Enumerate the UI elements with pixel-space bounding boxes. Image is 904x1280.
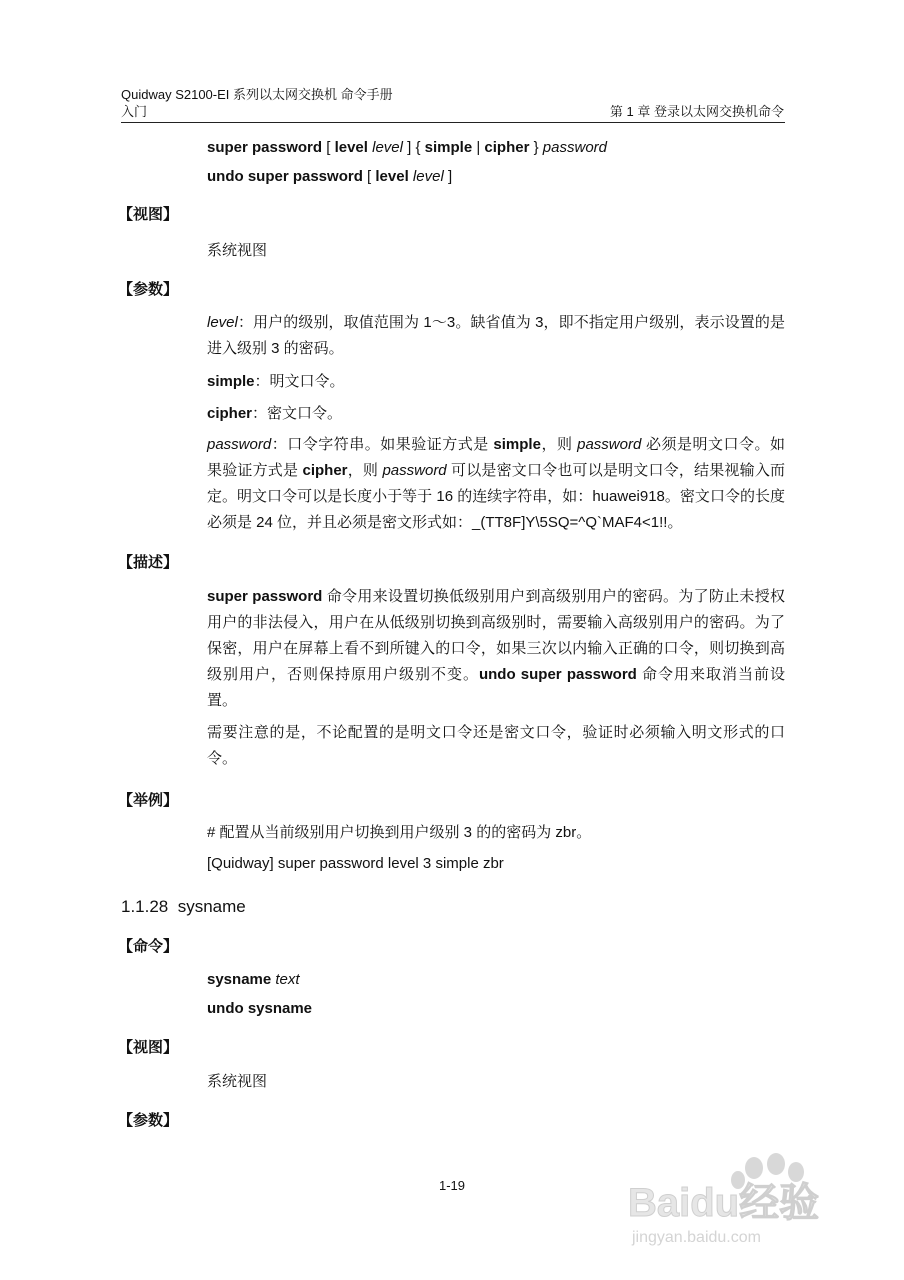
example-comment: # 配置从当前级别用户切换到用户级别 3 的的密码为 zbr。 (207, 824, 592, 841)
section-command-heading: 【命令】 (118, 938, 179, 955)
section-view-heading: 【视图】 (118, 206, 179, 223)
section-params-heading: 【参数】 (118, 281, 179, 298)
example-cli: [Quidway] super password level 3 simple zbr (207, 855, 504, 872)
view-text: 系统视图 (207, 242, 268, 259)
param-cipher: cipher：密文口令。 (207, 405, 343, 422)
section-example-heading: 【举例】 (118, 792, 179, 809)
param-simple: simple：明文口令。 (207, 373, 345, 390)
header-rule (121, 122, 785, 123)
section-params-heading-2: 【参数】 (118, 1112, 179, 1129)
section-desc-heading: 【描述】 (118, 554, 179, 571)
command-syntax-undo-sysname: undo sysname (207, 1000, 313, 1017)
description-note: 需要注意的是，不论配置的是明文口令还是密文口令，验证时必须输入明文形式的口令。 (207, 724, 785, 767)
running-header (121, 86, 393, 120)
section-view-heading-2: 【视图】 (118, 1039, 179, 1056)
watermark-brand: Baidu经验 (628, 1181, 820, 1225)
command-syntax-undo-super: undo super password [ level level ] (207, 168, 453, 185)
header-chapter: 第 1 章 登录以太网交换机命令 (609, 104, 784, 119)
header-subtitle: 入门 (121, 104, 148, 119)
command-syntax-super: super password [ level level ] { simple | cipher } password (207, 139, 607, 156)
page-number: 1-19 (438, 1178, 466, 1193)
watermark-url: jingyan.baidu.com (632, 1229, 761, 1246)
section-heading-sysname: 1.1.28 sysname (121, 897, 246, 916)
header-title: Quidway S2100-EI 系列以太网交换机 命令手册 (121, 87, 393, 102)
command-syntax-sysname: sysname text (207, 971, 300, 988)
param-password: password：口令字符串。如果验证方式是 simple，则 password 必须是明文口令。如果验证方式是 cipher，则 password 可以是密文口令也可以是明文口令，结果视输入而定。明文口令可以是长度小于等于 16 的连续字符串，如：huawei918。密文口令的长度必须是 24 位，并且必须是密文形式如：_(TT8F]Y\5SQ=^Q`MAF4<1!!。 (207, 436, 786, 531)
param-level: level：用户的级别，取值范围为 1～3。缺省值为 3，即不指定用户级别，表示设置的是进入级别 3 的密码。 (207, 314, 785, 357)
view-text-2: 系统视图 (207, 1073, 268, 1090)
description-paragraph: super password 命令用来设置切换低级别用户到高级别用户的密码。为了防止未授权用户的非法侵入，用户在从低级别切换到高级别时，需要输入高级别用户的密码。为了保密，用户在屏幕上看不到所键入的口令，如果三次以内输入正确的口令，则切换到高级别用户，否则保持原用户级别不变。undo super password 命令用来取消当前设置。 (207, 588, 785, 709)
baidu-watermark-logo (626, 1150, 856, 1250)
